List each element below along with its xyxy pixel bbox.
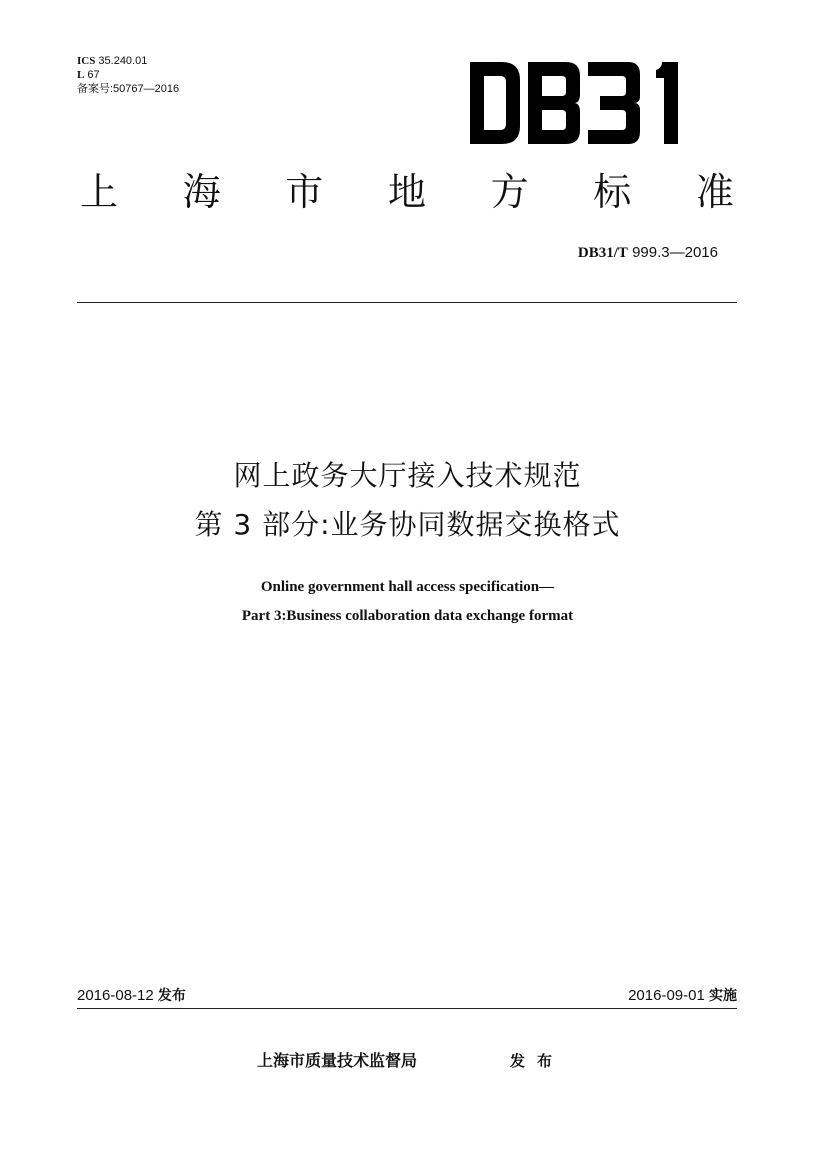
category-char: 地 xyxy=(387,170,426,214)
filing-number: 备案号:50767—2016 xyxy=(77,83,180,95)
standard-number xyxy=(578,244,718,262)
english-title-line1: Online government hall access specification— xyxy=(260,579,555,595)
ccs-value: 67 xyxy=(87,69,100,81)
ics-value: 35.240.01 xyxy=(98,55,148,67)
implementation-date-value: 2016-09-01 xyxy=(628,987,705,1004)
implementation-date-label: 实施 xyxy=(709,988,737,1004)
issue-date-label: 发布 xyxy=(157,988,186,1004)
publisher-name: 上海市质量技术监督局 xyxy=(257,1051,418,1070)
category-char: 方 xyxy=(490,170,529,214)
ics-key: ICS xyxy=(77,55,96,67)
category-char: 标 xyxy=(593,170,632,214)
category-char: 上 xyxy=(79,170,118,214)
bottom-divider xyxy=(77,1008,737,1009)
issue-date xyxy=(77,985,186,1005)
ccs-key: L xyxy=(77,69,85,81)
publish-label: 发布 xyxy=(510,1052,565,1070)
standard-category xyxy=(77,164,737,220)
issue-date-value: 2016-08-12 xyxy=(77,987,154,1004)
standard-number-rest: 999.3—2016 xyxy=(627,244,718,261)
standard-number-prefix: DB31/T xyxy=(577,245,628,261)
top-divider xyxy=(77,302,737,303)
category-char: 市 xyxy=(285,170,324,214)
english-title-line2: Part 3:Business collaboration data exchange format xyxy=(241,608,574,624)
classification-block xyxy=(77,54,179,96)
category-char: 海 xyxy=(182,170,221,214)
ccs-line xyxy=(77,68,179,82)
chinese-title-line1: 网上政务大厅接入技术规范 xyxy=(233,459,582,492)
chinese-title-line2: 第 3 部分:业务协同数据交换格式 xyxy=(194,508,621,541)
category-char: 准 xyxy=(695,170,734,214)
ics-line xyxy=(77,54,179,68)
db31-logo xyxy=(470,62,692,144)
implementation-date xyxy=(628,985,737,1005)
